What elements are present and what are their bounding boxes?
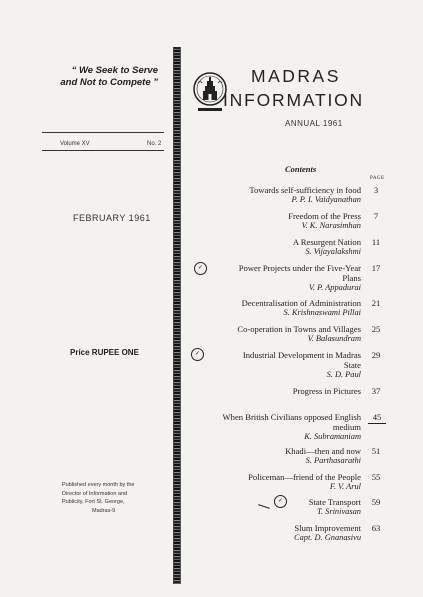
masthead-title-line-2: INFORMATION	[223, 90, 364, 110]
masthead-title-line-1: MADRAS	[251, 66, 341, 86]
publisher-line: Published every month by the	[62, 482, 135, 488]
entry-title: Industrial Development in Madras	[242, 350, 361, 360]
entry-title: Slum Improvement	[294, 523, 361, 533]
entry-title: Decentralisation of Administration	[241, 298, 361, 308]
issue-number: No. 2	[147, 141, 162, 147]
page-column-heading: PAGE	[370, 176, 385, 181]
issue-date: FEBRUARY 1961	[73, 213, 151, 223]
entry-title: Freedom of the Press	[288, 211, 361, 221]
contents-entry[interactable]	[293, 237, 361, 257]
entry-author: K. Subramaniam	[304, 432, 361, 441]
contents-entry[interactable]	[293, 386, 361, 396]
entry-page: 11	[371, 237, 381, 247]
entry-author: S. Vijayalakshmi	[305, 247, 361, 256]
entry-page: 29	[371, 350, 381, 360]
contents-entry[interactable]	[242, 298, 361, 318]
entry-title-continued: State	[343, 360, 361, 370]
entry-author: S. D. Paul	[326, 370, 361, 379]
contents-heading: Contents	[285, 164, 317, 174]
entry-author: P. P. I. Vaidyanathan	[291, 195, 361, 204]
publisher-line: Director of Information and	[62, 490, 128, 497]
entry-page: 55	[371, 472, 381, 482]
entry-page: 7	[373, 211, 379, 221]
entry-page: 21	[371, 298, 381, 308]
entry-page: 45	[368, 412, 386, 424]
entry-author: V. Balasundram	[307, 334, 361, 343]
entry-title: A Resurgent Nation	[292, 237, 361, 247]
publisher-line: Madras-9	[92, 507, 116, 514]
entry-title: State Transport	[308, 497, 361, 507]
entry-page: 51	[371, 446, 381, 456]
contents-entry[interactable]	[223, 412, 361, 442]
motto	[50, 65, 158, 89]
entry-title: Policeman—friend of the People	[248, 472, 361, 482]
handwritten-circle-mark-icon: ✓	[274, 495, 287, 508]
entry-page: 3	[373, 185, 379, 195]
entry-page: 25	[371, 324, 381, 334]
contents-entry[interactable]	[285, 446, 361, 466]
handwritten-circle-mark-icon: ✓	[194, 262, 207, 275]
entry-title: Towards self-sufficiency in food	[249, 185, 361, 195]
entry-author: V. K. Narasimhan	[301, 221, 361, 230]
publisher-line: Publicity, Fort St. George,	[62, 499, 125, 506]
issue-price: Price RUPEE ONE	[70, 348, 139, 357]
entry-title: When British Civilians opposed English	[222, 412, 361, 422]
entry-author: S. Krishnaswami Pillai	[283, 308, 361, 317]
contents-entry[interactable]	[237, 324, 361, 344]
entry-author: T. Srinivasan	[316, 507, 361, 516]
motto-line-2: and Not to Compete ”	[60, 77, 158, 88]
contents-entry[interactable]	[288, 211, 361, 231]
entry-title-continued: medium	[332, 422, 361, 432]
entry-page: 17	[371, 263, 381, 273]
entry-author: Capt. D. Gnanasivu	[294, 533, 361, 542]
publisher-note	[62, 481, 158, 515]
motto-line-1: “ We Seek to Serve	[71, 65, 158, 76]
entry-page: 59	[371, 497, 381, 507]
contents-entry[interactable]	[248, 472, 361, 492]
entry-title: Khadi—then and now	[285, 446, 361, 456]
entry-title-continued: Plans	[342, 273, 361, 283]
entry-title: Power Projects under the Five-Year	[238, 263, 361, 273]
contents-entry[interactable]	[243, 350, 361, 380]
masthead-subtitle: ANNUAL 1961	[285, 119, 343, 128]
entry-author: F. V. Arul	[329, 482, 361, 491]
handwritten-circle-mark-icon: ✓	[191, 348, 204, 361]
binding-strip	[173, 47, 181, 584]
entry-author: S. Parthasarathi	[305, 456, 361, 465]
entry-author: V. P. Appadurai	[308, 283, 361, 292]
top-rule	[42, 132, 164, 133]
entry-page: 63	[371, 523, 381, 533]
handwritten-stroke	[258, 504, 270, 509]
contents-entry[interactable]	[294, 523, 361, 543]
entry-title: Progress in Pictures	[292, 386, 361, 396]
entry-page: 37	[371, 386, 381, 396]
contents-entry[interactable]	[309, 497, 361, 517]
bottom-rule	[42, 150, 164, 151]
contents-entry[interactable]	[249, 185, 361, 205]
volume-label: Volume XV	[60, 141, 90, 147]
entry-title: Co-operation in Towns and Villages	[237, 324, 361, 334]
contents-entry[interactable]	[239, 263, 361, 293]
